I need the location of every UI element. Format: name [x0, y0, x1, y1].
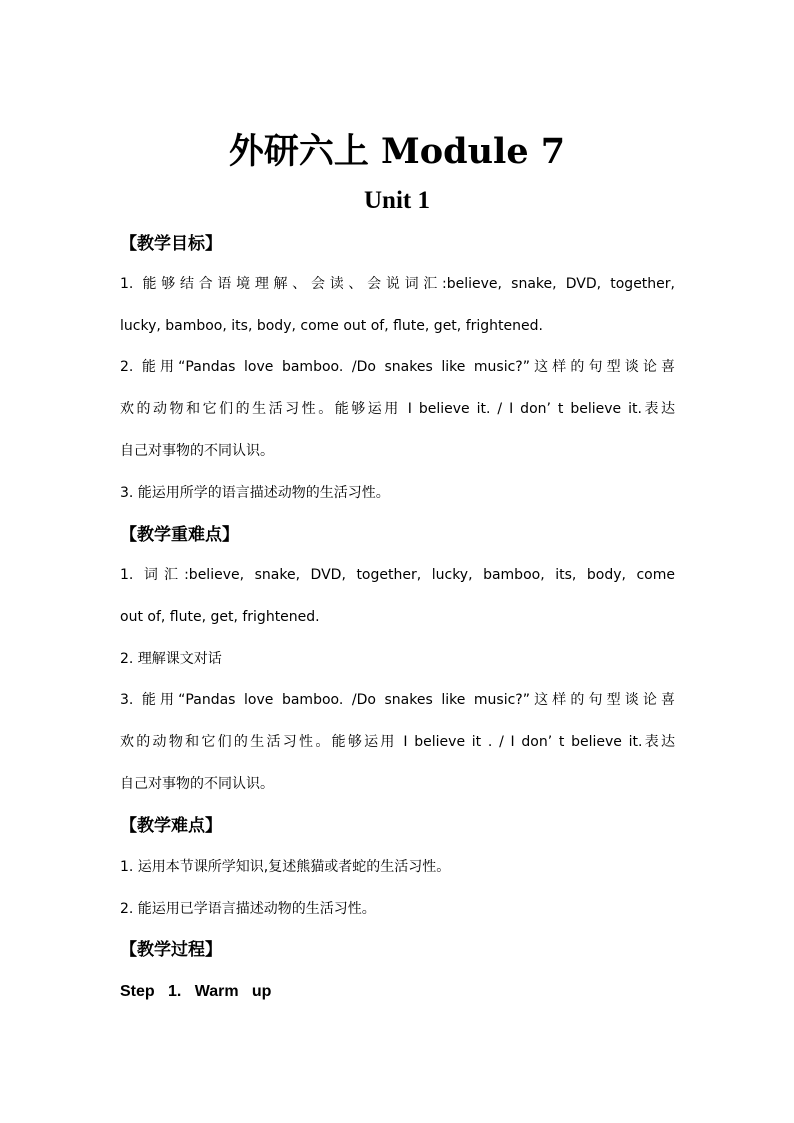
document-title: 外研六上 Module 7	[228, 131, 566, 172]
section-heading-process: 【教学过程】	[120, 940, 222, 960]
unit-subtitle: Unit 1	[364, 187, 430, 214]
objectives-line: 1. 能够结合语境理解、会读、会说词汇:believe, snake, DVD, together,	[120, 276, 675, 292]
key-points-line: out of, flute, get, frightened.	[120, 609, 320, 625]
difficulties-line: 2. 能运用已学语言描述动物的生活习性。	[120, 901, 376, 917]
section-heading-difficulties: 【教学难点】	[120, 816, 222, 836]
key-points-line: 欢的动物和它们的生活习性。能够运用 I believe it . / I don’ t believe it.表达	[120, 734, 675, 750]
objectives-line: 3. 能运用所学的语言描述动物的生活习性。	[120, 485, 390, 501]
key-points-line: 3. 能用“Pandas love bamboo. /Do snakes like music?”这样的句型谈论喜	[120, 692, 675, 708]
section-heading-objectives: 【教学目标】	[120, 234, 222, 254]
difficulties-line: 1. 运用本节课所学知识,复述熊猫或者蛇的生活习性。	[120, 859, 451, 875]
objectives-line: 欢的动物和它们的生活习性。能够运用 I believe it. / I don’ t believe it.表达	[120, 401, 675, 417]
key-points-line: 自己对事物的不同认识。	[120, 776, 274, 792]
section-heading-key-points: 【教学重难点】	[120, 525, 239, 545]
step-1-warm-up: Step 1. Warm up	[120, 983, 272, 1000]
key-points-line: 1. 词汇:believe, snake, DVD, together, lucky, bamboo, its, body, come	[120, 567, 675, 583]
objectives-line: 自己对事物的不同认识。	[120, 443, 274, 459]
objectives-line: lucky, bamboo, its, body, come out of, flute, get, frightened.	[120, 318, 543, 334]
objectives-line: 2. 能用“Pandas love bamboo. /Do snakes like music?”这样的句型谈论喜	[120, 359, 675, 375]
key-points-line: 2. 理解课文对话	[120, 651, 222, 667]
